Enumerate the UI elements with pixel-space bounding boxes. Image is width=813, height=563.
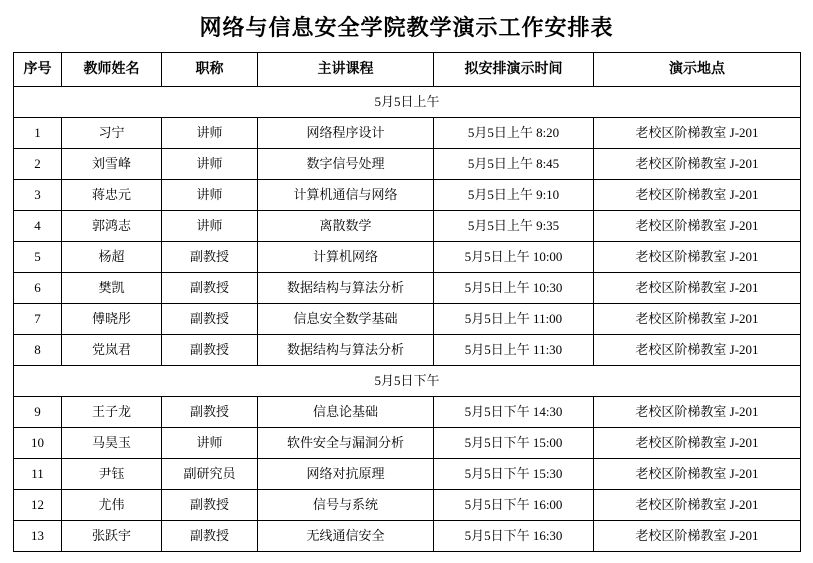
cell-teacher-name: 樊凯 (62, 273, 162, 304)
cell-no: 2 (14, 149, 62, 180)
cell-time: 5月5日上午 11:30 (434, 335, 594, 366)
table-row (14, 490, 801, 521)
column-header-place: 演示地点 (594, 53, 801, 87)
cell-place: 老校区阶梯教室 J-201 (594, 118, 801, 149)
cell-place: 老校区阶梯教室 J-201 (594, 149, 801, 180)
session-header-row (14, 87, 801, 118)
cell-no: 5 (14, 242, 62, 273)
cell-course: 无线通信安全 (258, 521, 434, 552)
cell-rank: 副研究员 (162, 459, 258, 490)
cell-rank: 副教授 (162, 304, 258, 335)
cell-teacher-name: 党岚君 (62, 335, 162, 366)
cell-place: 老校区阶梯教室 J-201 (594, 304, 801, 335)
cell-rank: 讲师 (162, 118, 258, 149)
table-row (14, 118, 801, 149)
cell-no: 9 (14, 397, 62, 428)
page-title: 网络与信息安全学院教学演示工作安排表 (199, 15, 614, 40)
cell-course: 数据结构与算法分析 (258, 335, 434, 366)
cell-place: 老校区阶梯教室 J-201 (594, 335, 801, 366)
cell-teacher-name: 郭鸿志 (62, 211, 162, 242)
table-row (14, 459, 801, 490)
cell-place: 老校区阶梯教室 J-201 (594, 273, 801, 304)
cell-teacher-name: 蒋忠元 (62, 180, 162, 211)
table-row (14, 242, 801, 273)
cell-teacher-name: 尤伟 (62, 490, 162, 521)
table-row (14, 335, 801, 366)
table-row (14, 428, 801, 459)
cell-time: 5月5日下午 15:00 (434, 428, 594, 459)
table-row (14, 397, 801, 428)
cell-teacher-name: 张跃宇 (62, 521, 162, 552)
cell-time: 5月5日下午 15:30 (434, 459, 594, 490)
cell-time: 5月5日下午 14:30 (434, 397, 594, 428)
cell-course: 数字信号处理 (258, 149, 434, 180)
cell-time: 5月5日上午 9:10 (434, 180, 594, 211)
cell-time: 5月5日上午 11:00 (434, 304, 594, 335)
table-header (14, 53, 801, 87)
cell-teacher-name: 马昊玉 (62, 428, 162, 459)
table-row (14, 180, 801, 211)
cell-course: 软件安全与漏洞分析 (258, 428, 434, 459)
cell-place: 老校区阶梯教室 J-201 (594, 180, 801, 211)
column-header-course: 主讲课程 (258, 53, 434, 87)
schedule-table (13, 52, 801, 552)
table-row (14, 211, 801, 242)
column-header-time: 拟安排演示时间 (434, 53, 594, 87)
table-header-row (14, 53, 801, 87)
cell-teacher-name: 王子龙 (62, 397, 162, 428)
cell-place: 老校区阶梯教室 J-201 (594, 521, 801, 552)
cell-rank: 副教授 (162, 521, 258, 552)
session-label: 5月5日上午 (14, 87, 801, 118)
cell-course: 网络对抗原理 (258, 459, 434, 490)
cell-rank: 讲师 (162, 428, 258, 459)
column-header-no: 序号 (14, 53, 62, 87)
cell-course: 计算机网络 (258, 242, 434, 273)
cell-course: 网络程序设计 (258, 118, 434, 149)
cell-time: 5月5日下午 16:30 (434, 521, 594, 552)
table-row (14, 304, 801, 335)
column-header-rank: 职称 (162, 53, 258, 87)
cell-time: 5月5日下午 16:00 (434, 490, 594, 521)
cell-teacher-name: 杨超 (62, 242, 162, 273)
cell-no: 4 (14, 211, 62, 242)
cell-no: 6 (14, 273, 62, 304)
cell-teacher-name: 尹钰 (62, 459, 162, 490)
cell-time: 5月5日上午 8:45 (434, 149, 594, 180)
cell-time: 5月5日上午 10:00 (434, 242, 594, 273)
cell-teacher-name: 刘雪峰 (62, 149, 162, 180)
cell-place: 老校区阶梯教室 J-201 (594, 428, 801, 459)
cell-rank: 副教授 (162, 335, 258, 366)
table-body (14, 87, 801, 552)
cell-time: 5月5日上午 8:20 (434, 118, 594, 149)
cell-rank: 副教授 (162, 273, 258, 304)
schedule-table-container (0, 52, 813, 552)
cell-course: 信息论基础 (258, 397, 434, 428)
cell-time: 5月5日上午 9:35 (434, 211, 594, 242)
cell-rank: 讲师 (162, 180, 258, 211)
cell-rank: 副教授 (162, 490, 258, 521)
cell-teacher-name: 习宁 (62, 118, 162, 149)
table-row (14, 521, 801, 552)
cell-rank: 副教授 (162, 242, 258, 273)
cell-no: 13 (14, 521, 62, 552)
session-header-row (14, 366, 801, 397)
cell-course: 信息安全数学基础 (258, 304, 434, 335)
cell-place: 老校区阶梯教室 J-201 (594, 459, 801, 490)
table-row (14, 149, 801, 180)
cell-no: 10 (14, 428, 62, 459)
column-header-teacher-name: 教师姓名 (62, 53, 162, 87)
cell-place: 老校区阶梯教室 J-201 (594, 211, 801, 242)
cell-no: 3 (14, 180, 62, 211)
cell-no: 1 (14, 118, 62, 149)
cell-course: 数据结构与算法分析 (258, 273, 434, 304)
cell-course: 离散数学 (258, 211, 434, 242)
cell-teacher-name: 傅晓彤 (62, 304, 162, 335)
table-row (14, 273, 801, 304)
cell-no: 7 (14, 304, 62, 335)
cell-time: 5月5日上午 10:30 (434, 273, 594, 304)
cell-no: 8 (14, 335, 62, 366)
cell-course: 信号与系统 (258, 490, 434, 521)
cell-rank: 讲师 (162, 211, 258, 242)
session-label: 5月5日下午 (14, 366, 801, 397)
cell-place: 老校区阶梯教室 J-201 (594, 242, 801, 273)
cell-no: 11 (14, 459, 62, 490)
cell-rank: 副教授 (162, 397, 258, 428)
cell-place: 老校区阶梯教室 J-201 (594, 490, 801, 521)
cell-course: 计算机通信与网络 (258, 180, 434, 211)
cell-no: 12 (14, 490, 62, 521)
cell-rank: 讲师 (162, 149, 258, 180)
cell-place: 老校区阶梯教室 J-201 (594, 397, 801, 428)
